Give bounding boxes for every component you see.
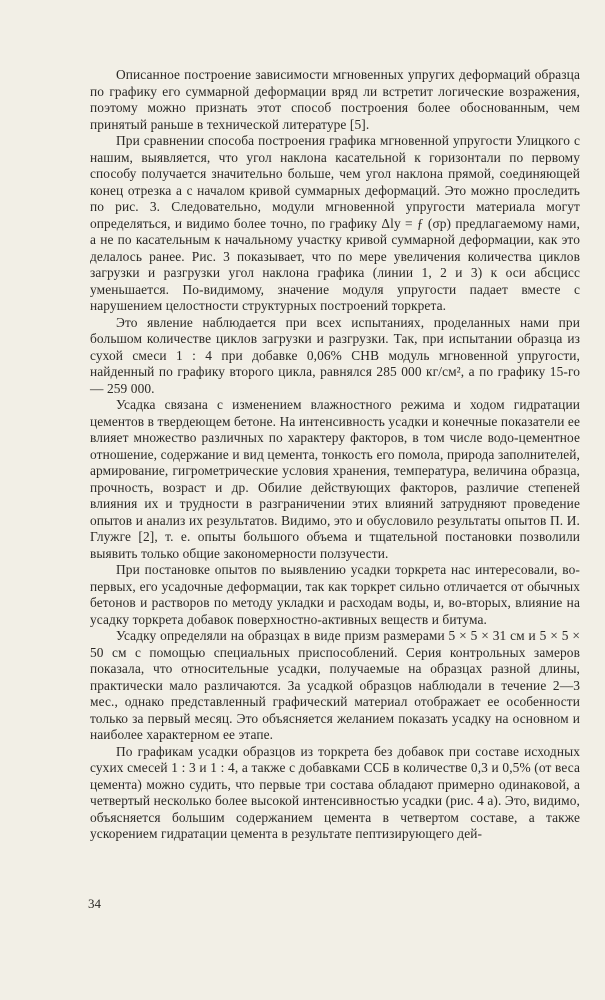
paragraph: При постановке опытов по выявлению усадки торкрета нас интересовали, во-первых, его усадочные деформации, так как торкрет сильно отличается от обычных бетонов и растворов по методу укладки и расходам воды, и, во-вторых, влияние на усадку торкрета добавок поверхностно-активных веществ и битума. — [90, 562, 580, 627]
paragraph: Усадку определяли на образцах в виде призм размерами 5 × 5 × 31 см и 5 × 5 × 50 см с помощью специальных приспособлений. Серия контрольных замеров показала, что относительные усадки, получаемые на образцах разной длины, практически мало различаются. За усадкой образцов наблюдали в течение 2—3 мес., однако представленный графический материал отображает ее особенности только за первый месяц. Это объясняется желанием показать усадку на основном и наиболее характерном ее этапе. — [90, 628, 580, 742]
page-number: 34 — [88, 896, 101, 911]
paragraph: При сравнении способа построения графика мгновенной упругости Улицкого с нашим, выявляется, что угол наклона касательной к горизонтали по первому способу получается значительно больше, чем угол наклона прямой, соединяющей конец отрезка a с началом кривой суммарных деформаций. Это можно проследить по рис. 3. Следовательно, модули мгновенной упругости материала могут определяться, и видимо более точно, по графику Δlу = ƒ (σр) предлагаемому нами, а не по касательным к начальному участку кривой суммарной деформации, как это делалось ранее. Рис. 3 показывает, что по мере увеличения количества циклов загрузки и разгрузки угол наклона графика (линии 1, 2 и 3) к оси абсцисс уменьшается. По-видимому, значение модуля упругости падает вместе с нарушением целостности структурных построений торкрета. — [90, 133, 580, 313]
paragraph: По графикам усадки образцов из торкрета без добавок при составе исходных сухих смесей 1 : 3 и 1 : 4, а также с добавками ССБ в количестве 0,3 и 0,5% (от веса цемента) можно судить, что первые три состава обладают примерно одинаковой, а четвертый несколько более высокой интенсивностью усадки (рис. 4 а). Это, видимо, объясняется большим содержанием цемента в четвертом составе, а также ускорением гидратации цемента в результате пептизирующего дей- — [90, 743, 580, 841]
paragraph: Это явление наблюдается при всех испытаниях, проделанных нами при большом количестве циклов загрузки и разгрузки. Так, при испытании образца из сухой смеси 1 : 4 при добавке 0,06% СНВ модуль мгновенной упругости, найденный по графику второго цикла, равнялся 285 000 кг/см², а по графику 15-го — 259 000. — [90, 314, 580, 396]
paragraph: Описанное построение зависимости мгновенных упругих деформаций образца по графику его суммарной деформации вряд ли встретит логические возражения, поэтому можно признать этот способ построения более обоснованным, чем принятый раньше в технической литературе [5]. — [90, 67, 580, 132]
body-text — [90, 67, 580, 843]
paragraph: Усадка связана с изменением влажностного режима и ходом гидратации цементов в твердеющем бетоне. На интенсивность усадки и конечные показатели ее влияет множество различных по характеру факторов, в том числе водо-цементное отношение, содержание и вид цемента, тонкость его помола, природа заполнителей, армирование, гигрометрические условия хранения, температура, величина образца, прочность, возраст и др. Обилие действующих факторов, различие степеней влияния их и трудности в разграничении этих влияний затрудняют проведение опытов и анализ их результатов. Видимо, это и обусловило результаты опытов П. И. Глужге [2], т. е. опыты большого объема и тщательной постановки позволили выявить только общие закономерности ползучести. — [90, 397, 580, 561]
